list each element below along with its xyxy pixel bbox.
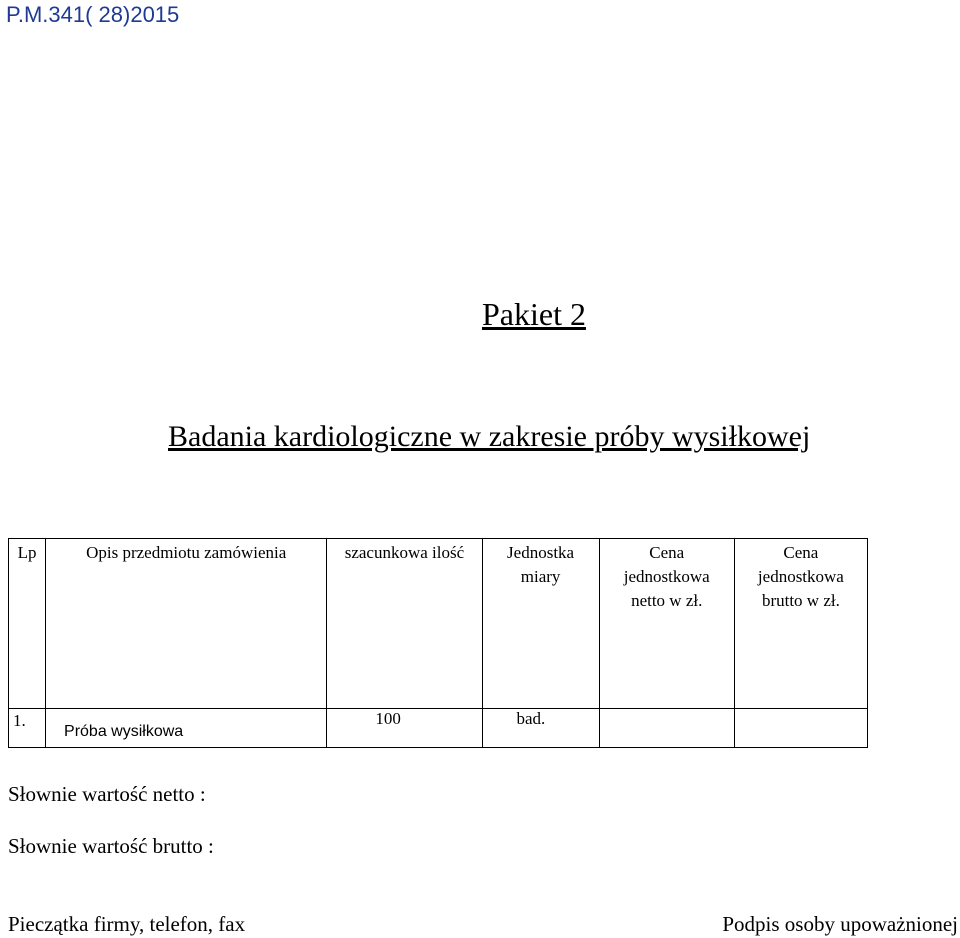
words-gross-value: Słownie wartość brutto : — [8, 834, 214, 858]
header-unit-line1: Jednostka — [507, 543, 575, 562]
header-net-line2: jednostkowa — [623, 567, 710, 586]
header-net-line1: Cena — [649, 543, 685, 562]
row-description: Próba wysiłkowa — [64, 723, 184, 740]
table-row — [9, 709, 868, 748]
document-subtitle: Badania kardiologiczne w zakresie próby wysiłkowej — [168, 420, 811, 453]
document-reference: P.M.341( 28)2015 — [6, 2, 180, 27]
row-lp: 1. — [13, 711, 26, 730]
row-quantity: 100 — [375, 709, 401, 728]
cell-gross-price[interactable] — [734, 709, 867, 748]
cell-net-price[interactable] — [599, 709, 734, 748]
order-table — [8, 538, 868, 748]
words-net-value: Słownie wartość netto : — [8, 782, 206, 806]
cell-lp — [9, 709, 46, 748]
cell-quantity — [327, 709, 482, 748]
header-unit-line2: miary — [520, 567, 561, 586]
company-stamp-label: Pieczątka firmy, telefon, fax — [8, 912, 246, 936]
signature-label: Podpis osoby upoważnionej — [722, 912, 958, 936]
header-gross-line3: brutto w zł. — [761, 591, 840, 610]
header-net-price — [599, 539, 734, 709]
header-gross-line1: Cena — [783, 543, 819, 562]
header-gross-price — [734, 539, 867, 709]
cell-unit — [482, 709, 599, 748]
header-description: Opis przedmiotu zamówienia — [46, 539, 327, 709]
header-net-line3: netto w zł. — [631, 591, 703, 610]
header-lp: Lp — [9, 539, 46, 709]
header-quantity: szacunkowa ilość — [327, 539, 482, 709]
header-unit — [482, 539, 599, 709]
cell-description — [46, 709, 327, 748]
header-gross-line2: jednostkowa — [757, 567, 844, 586]
table-header-row — [9, 539, 868, 709]
row-unit: bad. — [516, 709, 546, 728]
package-title: Pakiet 2 — [482, 296, 586, 332]
